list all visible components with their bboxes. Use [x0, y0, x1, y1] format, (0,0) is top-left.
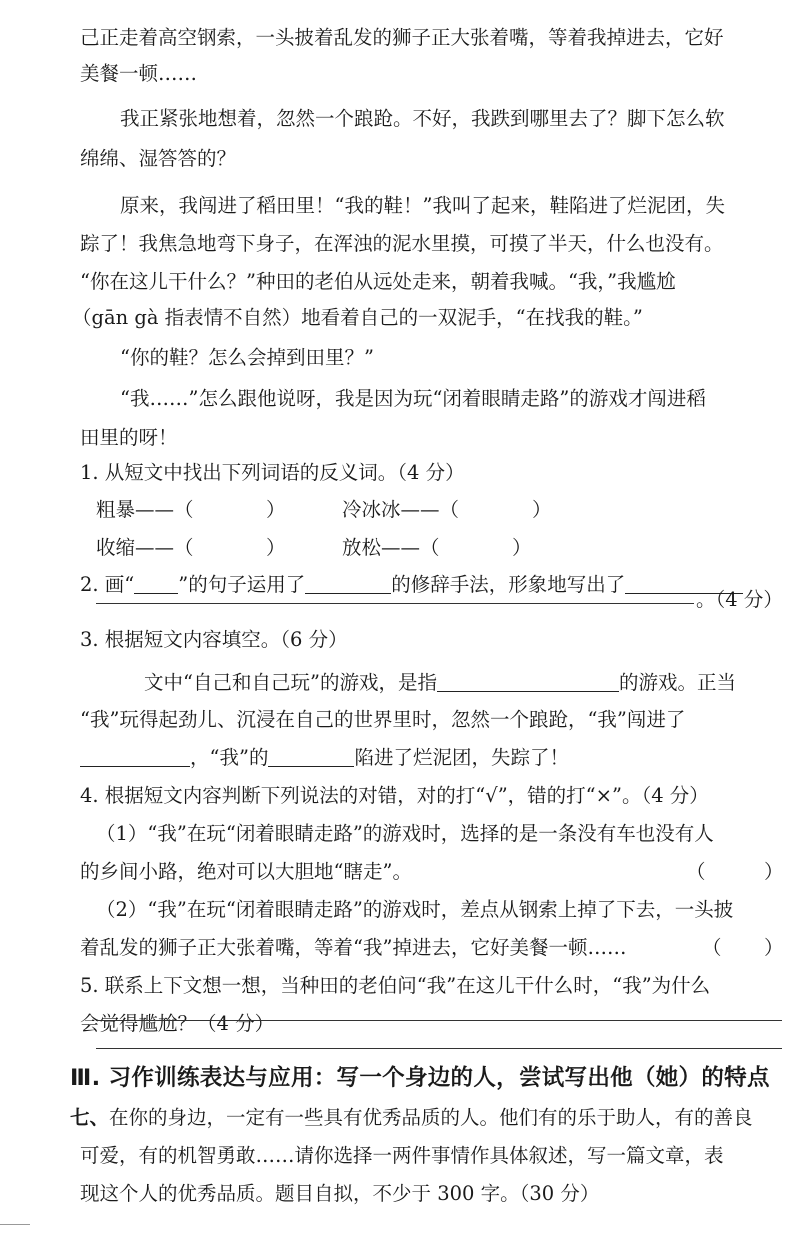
passage-line-3: 我正紧张地想着，忽然一个踉跄。不好，我跌到哪里去了？脚下怎么软	[120, 107, 725, 130]
q4-s2-line-b: 着乱发的狮子正大张着嘴，等着“我”掉进去，它好美餐一顿……	[80, 936, 627, 959]
q3-c1: ，“我”的	[190, 746, 269, 769]
page-edge-mark	[0, 1224, 30, 1225]
q3-a1: 文中“自己和自己玩”的游戏，是指	[144, 671, 437, 694]
q3-line-b: “我”玩得起劲儿、沉浸在自己的世界里时，忽然一个踉跄，“我”闯进了	[80, 708, 686, 731]
q4-s1-answer-open[interactable]: （	[686, 860, 706, 883]
q1-item-3-label: 收缩——（	[96, 536, 194, 559]
q5-answer-line-2[interactable]	[96, 1048, 782, 1049]
q4-s2-line-a: （2）“我”在玩“闭着眼睛走路”的游戏时，差点从钢索上掉了下去，一头披	[96, 898, 734, 921]
q5-line-2: 会觉得尴尬？（4 分）	[80, 1012, 275, 1035]
q2-score: 。（4 分）	[696, 588, 783, 611]
q1-item-4-label: 放松——（	[342, 536, 440, 559]
q2-part-2: ”的句子运用了	[178, 573, 306, 596]
passage-line-6: 踪了！我焦急地弯下身子，在浑浊的泥水里摸，可摸了半天，什么也没有。	[80, 232, 724, 255]
passage-line-9: “你的鞋？怎么会掉到田里？”	[120, 346, 374, 369]
q3-line-c	[80, 738, 800, 778]
q4-s1-line-b: 的乡间小路，绝对可以大胆地“瞎走”。	[80, 860, 412, 883]
q7-text-1: 在你的身边，一定有一些具有优秀品质的人。他们有的乐于助人，有的善良	[109, 1106, 753, 1129]
q4-s1-line-a: （1）“我”在玩“闭着眼睛走路”的游戏时，选择的是一条没有车也没有人	[96, 822, 714, 845]
q3-a2: 的游戏。正当	[618, 671, 736, 694]
passage-line-8: （gān gà 指表情不自然）地看着自己的一双泥手，“在找我的鞋。”	[72, 306, 643, 329]
q2-part-1: 2. 画“	[80, 573, 135, 596]
q1-answer-3-close[interactable]: ）	[266, 536, 286, 559]
passage-line-1: 己正走着高空钢索，一头披着乱发的狮子正大张着嘴，等着我掉进去，它好	[80, 26, 724, 49]
q7-number: 七、	[70, 1106, 110, 1129]
q5-line-1: 5. 联系上下文想一想，当种田的老伯问“我”在这儿干什么时，“我”为什么	[80, 974, 711, 997]
q4-s2-answer-open[interactable]: （	[702, 936, 722, 959]
q3-line-a	[144, 663, 800, 703]
q1-item-2-label: 冷冰冰——（	[342, 498, 460, 521]
q7-line-1	[70, 1098, 800, 1138]
passage-line-10: “我……”怎么跟他说呀，我是因为玩“闭着眼睛走路”的游戏才闯进稻	[120, 387, 706, 410]
q4-s2-answer-close[interactable]: ）	[764, 936, 784, 959]
q3-object-blank[interactable]	[268, 744, 354, 767]
q3-game-blank[interactable]	[437, 669, 619, 692]
q3-stem: 3. 根据短文内容填空。（6 分）	[80, 628, 348, 651]
q7-line-3: 现这个人的优秀品质。题目自拟，不少于 300 字。（30 分）	[80, 1182, 600, 1205]
q7-line-2: 可爱，有的机智勇敢……请你选择一两件事情作具体叙述，写一篇文章，表	[80, 1144, 724, 1167]
q2-line-1	[80, 565, 800, 605]
q2-rhetoric-blank[interactable]	[305, 571, 391, 594]
q1-item-1-label: 粗暴——（	[96, 498, 194, 521]
q5-answer-line-1[interactable]	[96, 1020, 782, 1021]
passage-line-11: 田里的呀！	[80, 426, 178, 449]
q3-c2: 陷进了烂泥团，失踪了！	[354, 746, 569, 769]
q3-place-blank[interactable]	[80, 744, 190, 767]
q4-s1-answer-close[interactable]: ）	[764, 860, 784, 883]
q2-part-3: 的修辞手法，形象地写出了	[391, 573, 626, 596]
q4-stem: 4. 根据短文内容判断下列说法的对错，对的打“√”，错的打“×”。（4 分）	[80, 784, 709, 807]
q1-answer-4-close[interactable]: ）	[512, 536, 532, 559]
q2-underline-sample	[134, 571, 178, 594]
q1-item-2	[342, 490, 562, 530]
passage-line-7: “你在这儿干什么？”种田的老伯从远处走来，朝着我喊。“我，”我尴尬	[80, 270, 676, 293]
q1-answer-2-close[interactable]: ）	[532, 498, 552, 521]
q1-stem: 1. 从短文中找出下列词语的反义词。（4 分）	[80, 461, 465, 484]
passage-line-4: 绵绵、湿答答的？	[80, 147, 237, 170]
q2-effect-blank-2[interactable]	[96, 603, 694, 604]
section-3-title: Ⅲ. 习作训练表达与应用：写一个身边的人，尝试写出他（她）的特点	[70, 1065, 770, 1091]
passage-line-5: 原来，我闯进了稻田里！“我的鞋！”我叫了起来，鞋陷进了烂泥团，失	[120, 194, 725, 217]
q1-answer-1-close[interactable]: ）	[266, 498, 286, 521]
passage-line-2: 美餐一顿……	[80, 62, 198, 85]
